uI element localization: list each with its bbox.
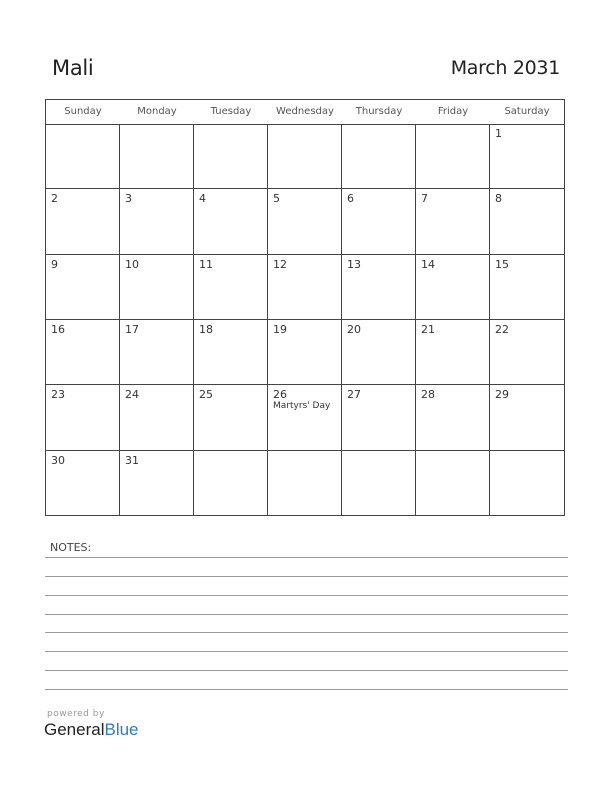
day-number: 23: [51, 388, 65, 402]
day-cell-19: [268, 320, 342, 385]
day-number: 31: [125, 453, 139, 467]
weekday-wednesday: Wednesday: [276, 106, 334, 117]
empty-day-cell: [120, 124, 194, 189]
notes-line: [45, 632, 568, 633]
day-number: 29: [495, 388, 509, 402]
day-cell-16: [46, 320, 120, 385]
notes-line: [45, 689, 568, 690]
day-cell-1: [490, 124, 564, 189]
day-cell-25: [194, 385, 268, 450]
weekday-saturday: Saturday: [504, 106, 550, 117]
day-cell-6: [342, 189, 416, 254]
weekday-friday: Friday: [437, 106, 469, 117]
day-number: 24: [125, 388, 139, 402]
weekday-monday: Monday: [137, 106, 177, 117]
holiday-label: Martyrs' Day: [273, 401, 331, 412]
brand-general: General: [44, 720, 105, 739]
day-number: 12: [273, 257, 287, 271]
empty-day-cell: [342, 124, 416, 189]
calendar-weeks: [46, 124, 564, 516]
notes-label: NOTES:: [50, 541, 92, 554]
day-cell-30: [46, 451, 120, 516]
weekday-sunday: Sunday: [64, 106, 102, 117]
notes-line: [45, 595, 568, 596]
day-number: 1: [495, 127, 502, 140]
day-cell-8: [490, 189, 564, 254]
day-number: 2: [51, 192, 58, 206]
notes-line: [45, 651, 568, 652]
brand-logo: [44, 720, 139, 740]
day-cell-18: [194, 320, 268, 385]
day-cell-22: [490, 320, 564, 385]
day-cell-15: [490, 255, 564, 320]
day-number: 14: [421, 257, 435, 271]
day-number: 8: [495, 192, 502, 206]
day-cell-11: [194, 255, 268, 320]
day-number: 22: [495, 323, 509, 336]
day-number: 27: [347, 388, 361, 402]
day-cell-28: [416, 385, 490, 450]
day-number: 11: [199, 257, 213, 271]
day-cell-14: [416, 255, 490, 320]
day-cell-31: [120, 451, 194, 516]
empty-day-cell: [416, 124, 490, 189]
day-cell-7: [416, 189, 490, 254]
day-number: 21: [421, 323, 435, 336]
empty-day-cell: [416, 451, 490, 516]
day-number: 15: [495, 257, 509, 271]
empty-day-cell: [46, 124, 120, 189]
day-number: 3: [125, 192, 132, 206]
month-year-title: March 2031: [450, 57, 560, 79]
powered-by-text: powered by: [47, 709, 105, 719]
day-number: 9: [51, 257, 58, 271]
day-cell-5: [268, 189, 342, 254]
day-cell-10: [120, 255, 194, 320]
day-number: 13: [347, 257, 361, 271]
notes-line: [45, 576, 568, 577]
empty-day-cell: [490, 451, 564, 516]
empty-day-cell: [194, 451, 268, 516]
day-cell-21: [416, 320, 490, 385]
day-number: 28: [421, 388, 435, 402]
day-cell-24: [120, 385, 194, 450]
empty-day-cell: [342, 451, 416, 516]
notes-line: [45, 557, 568, 558]
day-number: 19: [273, 323, 287, 336]
day-cell-4: [194, 189, 268, 254]
day-number: 17: [125, 323, 139, 336]
weekday-thursday: Thursday: [355, 106, 403, 117]
day-cell-26: [268, 385, 342, 450]
weekday-tuesday: Tuesday: [210, 106, 252, 117]
day-cell-20: [342, 320, 416, 385]
day-cell-23: [46, 385, 120, 450]
day-cell-9: [46, 255, 120, 320]
day-number: 20: [347, 323, 361, 336]
day-number: 7: [421, 192, 428, 206]
brand-blue: Blue: [104, 720, 139, 739]
notes-line: [45, 670, 568, 671]
day-number: 4: [199, 192, 206, 206]
day-number: 5: [273, 192, 280, 206]
day-cell-17: [120, 320, 194, 385]
day-cell-27: [342, 385, 416, 450]
day-number: 30: [51, 453, 65, 467]
day-number: 25: [199, 388, 213, 402]
empty-day-cell: [268, 451, 342, 516]
empty-day-cell: [194, 124, 268, 189]
day-number: 16: [51, 323, 65, 336]
day-number: 10: [125, 257, 139, 271]
weekday-header-row: [46, 100, 564, 125]
day-cell-2: [46, 189, 120, 254]
day-cell-29: [490, 385, 564, 450]
empty-day-cell: [268, 124, 342, 189]
notes-line: [45, 614, 568, 615]
day-number: 18: [199, 323, 213, 336]
day-cell-12: [268, 255, 342, 320]
day-number: 26: [273, 388, 287, 402]
country-title: Mali: [52, 56, 94, 80]
day-cell-3: [120, 189, 194, 254]
calendar-grid: [45, 99, 565, 516]
day-number: 6: [347, 192, 354, 206]
day-cell-13: [342, 255, 416, 320]
